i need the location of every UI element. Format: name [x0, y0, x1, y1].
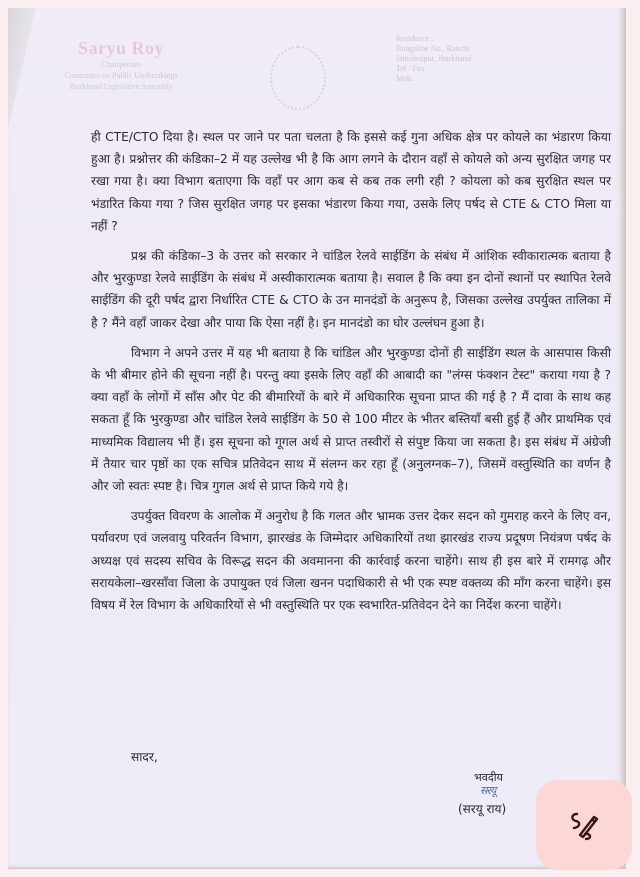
document-page [8, 8, 626, 869]
letterhead-address [396, 34, 596, 84]
pen-scribble-icon [567, 808, 601, 842]
letterhead-subtitle-1: Chairperson [101, 60, 141, 69]
page-fold-shadow [8, 8, 36, 128]
address-line: Tel / Fax [396, 64, 425, 73]
letterhead-name: Saryu Roy [77, 38, 164, 58]
address-line: Mob. [396, 74, 414, 83]
letterhead-left [46, 38, 196, 92]
address-line: Bungalow No., Ranchi [396, 44, 470, 53]
closing-salutation: सादर, [131, 750, 158, 764]
letterhead-subtitle-3: Jharkhand Legislative Assembly [69, 82, 173, 91]
valediction: भवदीय [474, 771, 503, 784]
signatory-name: (सरयू राय) [458, 802, 507, 816]
letter-body [91, 126, 611, 624]
address-line: Jamshedpur, Jharkhand [396, 54, 471, 63]
paragraph-4: उपर्युक्त विवरण के आलोक में अनुरोध है कि गलत और भ्रामक उत्तर देकर सदन को गुमराह करने के लिए वन, पर्यावरण एवं जलवायु परिवर्तन विभाग, झारखंड के जिम्मेदार अधिकारियों तथा झारखंड राज्य प्रदूषण नियंत्रण पर्षद के अध्यक्ष एवं सदस्य सचिव के विरूद्ध सदन की अवमानना की कार्रवाई करना चाहेंगे। साथ ही इस बारे में रामगढ़ और सरायकेला–खरसाँवा जिला के उपायुक्त एवं जिला खनन पदाधिकारी से भी एक स्पष्ट वक्तव्य की माँग करना चाहेंगे। इस विषय में रेल विभाग के अधिकारियों से भी वस्तुस्थिति पर एक स्वभारित-प्रतिवेदन देने का निर्देश करना चाहेंगे। [91, 509, 611, 613]
annotate-button[interactable] [536, 780, 632, 870]
paragraph-3: विभाग ने अपने उत्तर में यह भी बताया है कि चांडिल और भुरकुण्डा दोनों ही साईडिंग स्थल के आसपास किसी के भी बीमार होने की सूचना नहीं है। परन्तु क्या इसके लिए वहाँ की आबादी का "लंग्स फंक्शन टेस्ट" कराया गया है ? क्या वहाँ के लोगों में साँस और पेट की बीमारियों के बारे में अधिकारिक सूचना प्राप्त की गई है ? मैं दावा के साथ कह सकता हूँ कि भुरकुण्डा और चांडिल रेलवे साईडिंग के 50 से 100 मीटर के भीतर बस्तियाँ बसी हुई हैं और प्राथमिक एवं माध्यमिक विद्यालय भी हैं। इस सूचना को गूगल अर्थ से प्राप्त तस्वीरों से संपुष्ट किया जा सकता है। इस संबंध में अंग्रेजी में तैयार चार पृष्ठों का एक सचित्र प्रतिवेदन साथ में संलग्न कर रहा हूँ (अनुलग्नक–7), जिसमें वस्तुस्थिति का वर्णन है और जो स्वतः स्पष्ट है। चित्र गुगल अर्थ से प्राप्त किये गये है। [91, 345, 611, 494]
paragraph-2: प्रश्न की कंडिका–3 के उत्तर को सरकार ने चांडिल रेलवे साईडिंग के संबंध में आंशिक स्वीकारात्मक बताया है और भुरकुण्डा रेलवे साईडिंग के संबंध में अस्वीकारात्मक बताया है। सवाल है कि क्या इन दोनों स्थानों पर स्थापित रेलवे साईडिंग की दूरी पर्षद द्वारा निर्धारित CTE & CTO के उन मानदंडों के अनुरूप है, जिसका उल्लेख उपर्युक्त तालिका में है ? मैंने वहाँ जाकर देखा और पाया कि ऐसा नहीं है। इन मानदंडो का घोर उल्लंघन हुआ है। [91, 249, 611, 330]
letterhead-subtitle-2: Committee on Public Undertakings [64, 71, 178, 80]
address-line: Residence : [396, 34, 434, 43]
letterhead-watermark [8, 8, 626, 113]
paragraph-1: ही CTE/CTO दिया है। स्थल पर जाने पर पता चलता है कि इससे कई गुना अधिक क्षेत्र पर कोयले का भंडारण किया हुआ है। प्रश्नोत्तर की कंडिका–2 में यह उल्लेख भी है कि आग लगने के दौरान वहाँ से कोयले को अन्य सुरक्षित जगह पर रखा गया है। क्या विभाग बताएगा कि वहाँ पर आग कब से कब तक लगी रही ? कोयला को कब सुरक्षित स्थल पर भंडारित किया गया ? जिस सुरक्षित जगह पर इसका भंडारण किया गया, उसके लिए पर्षद से CTE & CTO मिला या नहीं ? [91, 130, 611, 233]
handwritten-signature: सरयू [480, 784, 496, 797]
emblem-seal-icon [270, 46, 326, 110]
